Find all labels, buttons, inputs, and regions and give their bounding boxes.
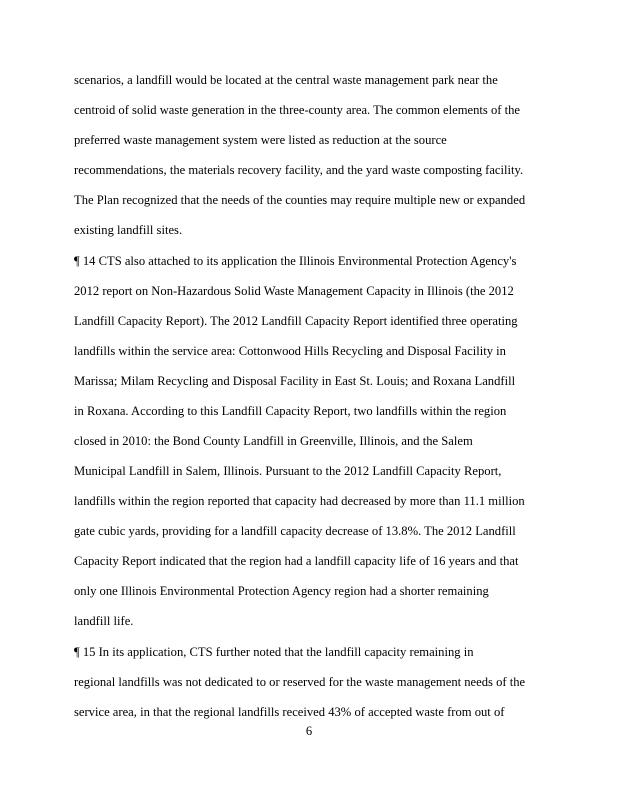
text-line: service area, in that the regional landfills received 43% of accepted waste from out of: [74, 705, 505, 719]
text-line: centroid of solid waste generation in the three-county area. The common elements of the: [74, 103, 520, 117]
text-line: Municipal Landfill in Salem, Illinois. Pursuant to the 2012 Landfill Capacity Report,: [74, 464, 502, 478]
text-line: landfills within the region reported that capacity had decreased by more than 11.1 million: [74, 494, 525, 508]
text-line: Marissa; Milam Recycling and Disposal Facility in East St. Louis; and Roxana Landfill: [74, 374, 516, 388]
text-line: closed in 2010: the Bond County Landfill in Greenville, Illinois, and the Salem: [74, 434, 473, 448]
text-line: The Plan recognized that the needs of the counties may require multiple new or expanded: [74, 193, 526, 207]
text-line: 2012 report on Non-Hazardous Solid Waste Management Capacity in Illinois (the 2012: [74, 284, 514, 298]
page-number: 6: [305, 724, 313, 738]
paragraph-14-start: ¶ 14 CTS also attached to its application the Illinois Environmental Protection Agency's: [74, 254, 517, 268]
text-line: regional landfills was not dedicated to or reserved for the waste management needs of the: [74, 675, 526, 689]
text-line: preferred waste management system were listed as reduction at the source: [74, 133, 447, 147]
text-line: recommendations, the materials recovery facility, and the yard waste composting facility.: [74, 163, 524, 177]
paragraph-15-start: ¶ 15 In its application, CTS further noted that the landfill capacity remaining in: [74, 645, 474, 659]
text-line: existing landfill sites.: [74, 223, 183, 237]
text-line: landfills within the service area: Cottonwood Hills Recycling and Disposal Facility in: [74, 344, 506, 358]
text-line: gate cubic yards, providing for a landfill capacity decrease of 13.8%. The 2012 Landfill: [74, 524, 516, 538]
text-line: only one Illinois Environmental Protection Agency region had a shorter remaining: [74, 584, 489, 598]
text-line: in Roxana. According to this Landfill Capacity Report, two landfills within the region: [74, 404, 507, 418]
text-line: Landfill Capacity Report). The 2012 Landfill Capacity Report identified three operating: [74, 314, 518, 328]
text-line: scenarios, a landfill would be located at the central waste management park near the: [74, 73, 498, 87]
text-line: Capacity Report indicated that the region had a landfill capacity life of 16 years and that: [74, 554, 519, 568]
text-line: landfill life.: [74, 614, 134, 628]
